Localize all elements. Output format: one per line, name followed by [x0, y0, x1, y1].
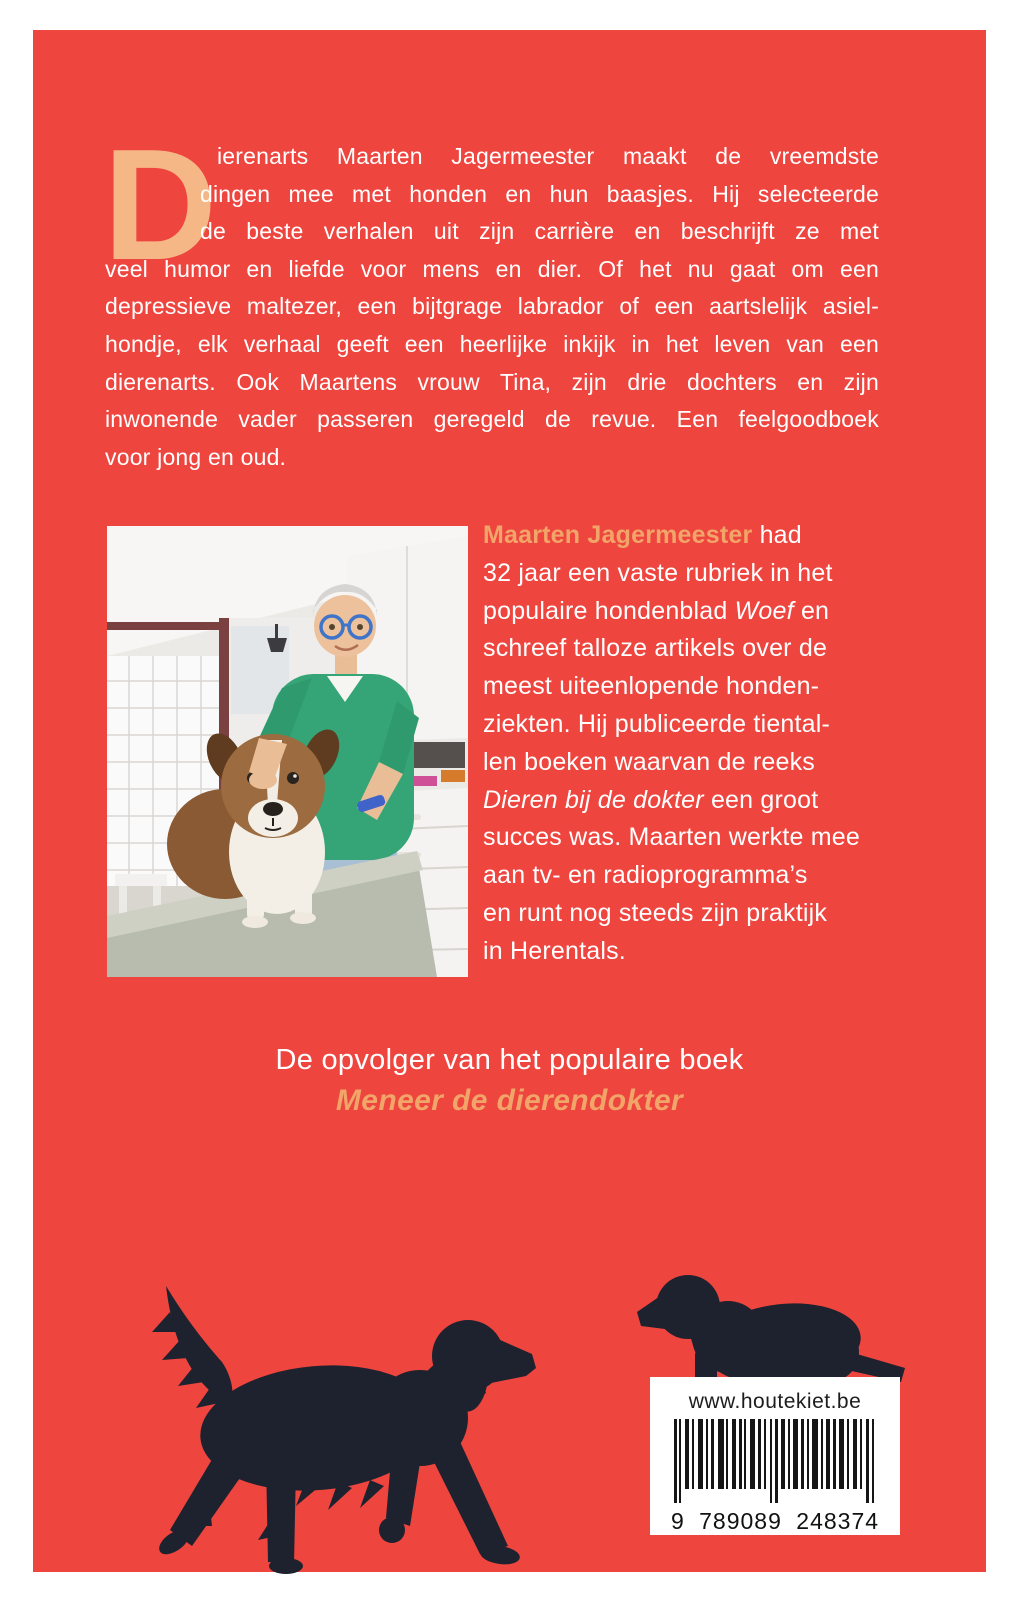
- drop-cap: D: [103, 117, 218, 293]
- puppy-silhouette-icon: [633, 1252, 913, 1387]
- author-name: Maarten Jagermeester: [483, 521, 753, 549]
- synopsis-line: voor jong en oud.: [105, 443, 287, 470]
- isbn-number: 9 789089 248374: [670, 1508, 880, 1534]
- synopsis-line: depressieve maltezer, een bijtgrage labrador of een aartslelijk asiel-: [105, 293, 879, 320]
- bio-line: aan tv- en radioprogramma’s: [483, 861, 808, 890]
- bio-line: Maarten Jagermeester had: [483, 521, 802, 549]
- clinic-photo-illustration: [107, 526, 468, 977]
- cover-background: [33, 30, 986, 1572]
- tagline-text: De opvolger van het populaire boek: [275, 1044, 744, 1076]
- synopsis-line: veel humor en liefde voor mens en dier. Of het nu gaat om een: [105, 255, 879, 282]
- bio-line: in Herentals.: [483, 936, 626, 965]
- bio-line: 32 jaar een vaste rubriek in het: [483, 558, 833, 587]
- synopsis-line: de beste verhalen uit zijn carrière en beschrijft ze met: [200, 218, 879, 245]
- synopsis-line: ierenarts Maarten Jagermeester maakt de vreemdste: [217, 143, 879, 169]
- bio-line: ziekten. Hij publiceerde tiental-: [483, 709, 831, 738]
- bio-line: Dieren bij de dokter een groot: [483, 785, 819, 814]
- magazine-title: Woef: [734, 596, 794, 625]
- barcode: [672, 1419, 878, 1505]
- barcode-panel: [650, 1377, 900, 1535]
- bio-line: len boeken waarvan de reeks: [483, 747, 815, 776]
- previous-book-title: Meneer de dierendokter: [335, 1084, 684, 1117]
- author-bio: [483, 517, 903, 971]
- author-photo: [107, 526, 468, 977]
- dog-silhouette-icon: [70, 1278, 570, 1578]
- tagline: [33, 1040, 986, 1122]
- synopsis-line: inwonende vader passeren geregeld de revue. Een feelgoodboek: [105, 406, 879, 433]
- synopsis-line: dingen mee met honden en hun baasjes. Hij selecteerde: [200, 180, 879, 207]
- book-series-title: Dieren bij de dokter: [483, 785, 704, 814]
- synopsis-line: hondje, elk verhaal geeft een heerlijke inkijk in het leven van een: [105, 330, 879, 357]
- synopsis-line: dierenarts. Ook Maartens vrouw Tina, zijn drie dochters en zijn: [105, 368, 879, 395]
- publisher-website: www.houtekiet.be: [688, 1390, 862, 1413]
- synopsis-paragraph: [105, 138, 879, 476]
- bio-line: schreef talloze artikels over de: [483, 634, 828, 663]
- bio-line: succes was. Maarten werkte mee: [483, 823, 860, 852]
- bio-line: meest uiteenlopende honden-: [483, 672, 820, 701]
- bio-line: en runt nog steeds zijn praktijk: [483, 898, 828, 927]
- bio-line: populaire hondenblad Woef en: [483, 596, 830, 625]
